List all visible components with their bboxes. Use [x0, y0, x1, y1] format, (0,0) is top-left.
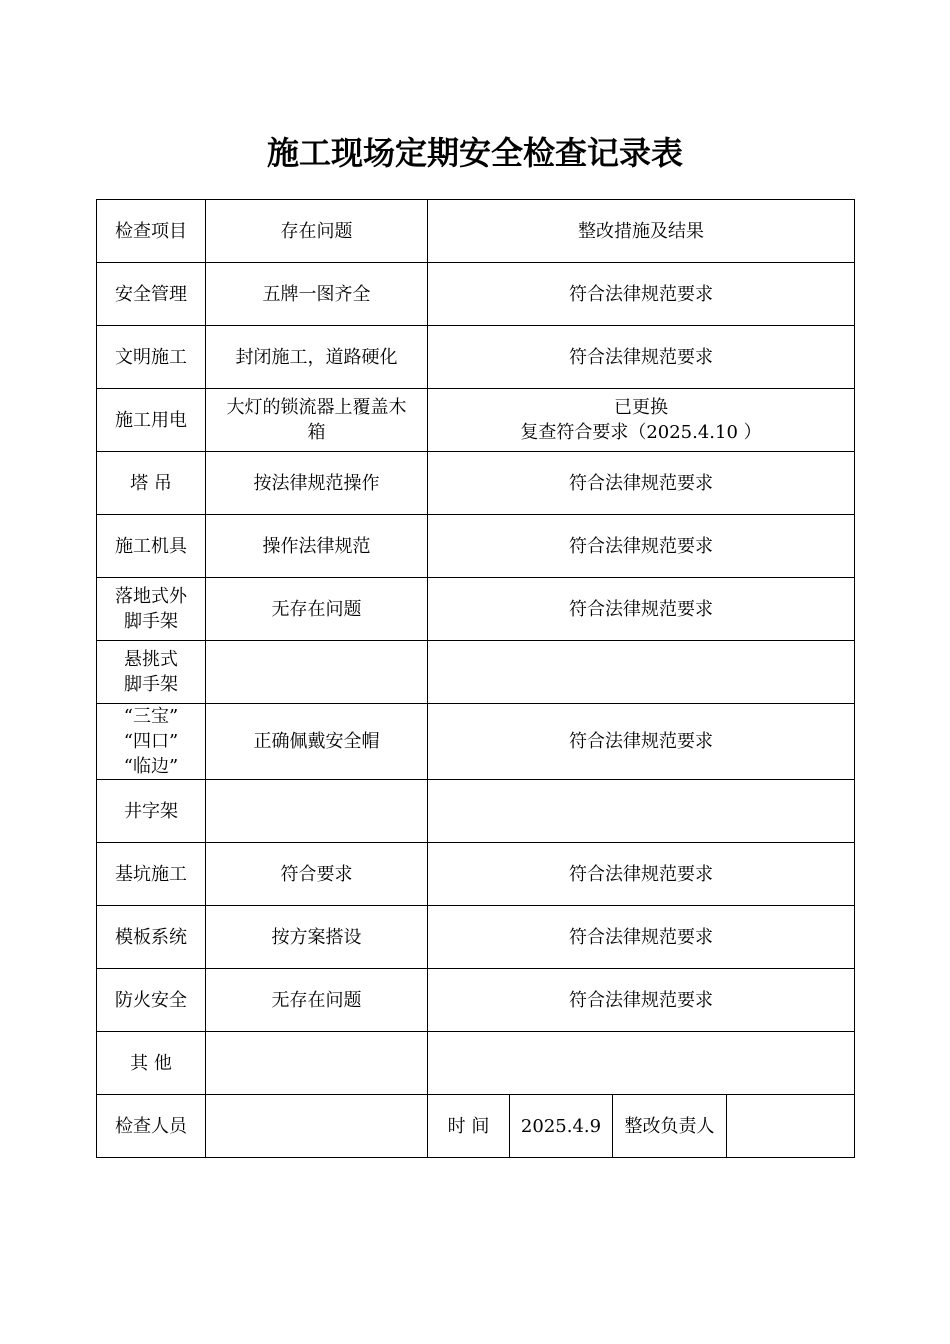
- item-cell-line: 落地式外: [115, 586, 187, 607]
- result-cell-line: 复查符合要求（2025.4.10 ）: [520, 422, 762, 443]
- result-cell[interactable]: [428, 704, 855, 780]
- item-cell-line: 防火安全: [115, 989, 187, 1011]
- inspector-value[interactable]: [206, 1095, 428, 1158]
- problem-cell[interactable]: [206, 389, 428, 452]
- result-cell[interactable]: [428, 452, 855, 515]
- result-cell[interactable]: [428, 389, 855, 452]
- table-row: [97, 969, 855, 1032]
- table-row: [97, 906, 855, 969]
- problem-cell[interactable]: [206, 843, 428, 906]
- item-cell-line: 井字架: [124, 800, 178, 822]
- result-cell[interactable]: [428, 843, 855, 906]
- item-cell: [97, 1032, 206, 1095]
- inspector-label: 检查人员: [97, 1095, 206, 1158]
- problem-cell[interactable]: [206, 780, 428, 843]
- problem-cell-line: 正确佩戴安全帽: [253, 731, 380, 752]
- item-cell: [97, 969, 206, 1032]
- item-cell-line: “三宝”: [123, 706, 179, 727]
- result-cell[interactable]: [428, 906, 855, 969]
- table-row: [97, 389, 855, 452]
- result-cell[interactable]: [428, 1032, 855, 1095]
- item-cell: [97, 578, 206, 641]
- header-item: 检查项目: [97, 200, 206, 263]
- table-row: [97, 780, 855, 843]
- item-cell: [97, 389, 206, 452]
- time-label: 时 间: [428, 1095, 510, 1158]
- problem-cell-line: 按法律规范操作: [253, 472, 380, 494]
- item-cell-line: 脚手架: [124, 674, 178, 695]
- problem-cell-line: 封闭施工，道路硬化: [235, 346, 398, 368]
- item-cell-line: 其 他: [130, 1052, 172, 1074]
- item-cell-line: 施工用电: [115, 409, 187, 431]
- header-problem: 存在问题: [206, 200, 428, 263]
- problem-cell[interactable]: [206, 452, 428, 515]
- result-cell-line: 已更换: [614, 397, 668, 418]
- result-cell-line: 符合法律规范要求: [569, 598, 713, 620]
- item-cell-line: 悬挑式: [124, 649, 178, 670]
- item-cell: [97, 263, 206, 326]
- result-cell[interactable]: [428, 263, 855, 326]
- item-cell-line: 模板系统: [115, 926, 187, 948]
- item-cell: [97, 641, 206, 704]
- item-cell: [97, 452, 206, 515]
- result-cell[interactable]: [428, 578, 855, 641]
- table-row: [97, 326, 855, 389]
- problem-cell-line: 按方案搭设: [271, 926, 362, 948]
- table-header-row: [97, 200, 855, 263]
- item-cell-line: 文明施工: [115, 346, 187, 368]
- result-cell[interactable]: [428, 515, 855, 578]
- problem-cell-line: 无存在问题: [271, 989, 362, 1011]
- item-cell-line: “四口”: [123, 731, 179, 752]
- problem-cell-line: 五牌一图齐全: [262, 283, 371, 305]
- result-cell-line: 符合法律规范要求: [569, 283, 713, 305]
- table-row: [97, 515, 855, 578]
- responsible-label: 整改负责人: [613, 1095, 727, 1158]
- item-cell-line: 安全管理: [115, 283, 187, 305]
- result-cell[interactable]: [428, 641, 855, 704]
- problem-cell[interactable]: [206, 641, 428, 704]
- item-cell: [97, 843, 206, 906]
- problem-cell-line: 符合要求: [280, 863, 353, 885]
- problem-cell[interactable]: [206, 1032, 428, 1095]
- result-cell[interactable]: [428, 326, 855, 389]
- result-cell-line: 符合法律规范要求: [569, 535, 713, 557]
- table-row: [97, 452, 855, 515]
- footer-row: [97, 1095, 855, 1158]
- result-cell-line: 符合法律规范要求: [569, 472, 713, 494]
- problem-cell-line: 无存在问题: [271, 598, 362, 620]
- item-cell-line: 施工机具: [115, 535, 187, 557]
- item-cell-line: 塔 吊: [130, 472, 172, 494]
- table-row: [97, 578, 855, 641]
- item-cell-line: 脚手架: [124, 611, 178, 632]
- item-cell: [97, 515, 206, 578]
- result-cell-line: 符合法律规范要求: [569, 989, 713, 1011]
- item-cell: [97, 326, 206, 389]
- problem-cell-line: 箱: [307, 422, 326, 443]
- table-row: [97, 1032, 855, 1095]
- page-title: 施工现场定期安全检查记录表: [266, 134, 683, 172]
- problem-cell[interactable]: [206, 704, 428, 780]
- result-cell-line: 符合法律规范要求: [569, 346, 713, 368]
- item-cell: [97, 780, 206, 843]
- time-value[interactable]: 2025.4.9: [510, 1095, 613, 1158]
- item-cell-line: “临边”: [123, 756, 179, 777]
- result-cell-line: 符合法律规范要求: [569, 731, 713, 752]
- problem-cell[interactable]: [206, 578, 428, 641]
- result-cell-line: 符合法律规范要求: [569, 926, 713, 948]
- problem-cell-line: 操作法律规范: [262, 535, 371, 557]
- item-cell: [97, 906, 206, 969]
- problem-cell[interactable]: [206, 969, 428, 1032]
- result-cell-line: 符合法律规范要求: [569, 863, 713, 885]
- table-row: [97, 641, 855, 704]
- problem-cell-line: 大灯的锁流器上覆盖木: [226, 397, 407, 418]
- problem-cell[interactable]: [206, 263, 428, 326]
- item-cell-line: 基坑施工: [115, 863, 187, 885]
- table-row: [97, 843, 855, 906]
- table-row: [97, 704, 855, 780]
- result-cell[interactable]: [428, 969, 855, 1032]
- problem-cell[interactable]: [206, 515, 428, 578]
- problem-cell[interactable]: [206, 326, 428, 389]
- item-cell: [97, 704, 206, 780]
- inspection-table: [96, 199, 855, 1158]
- result-cell[interactable]: [428, 780, 855, 843]
- table-row: [97, 263, 855, 326]
- problem-cell[interactable]: [206, 906, 428, 969]
- header-result: 整改措施及结果: [428, 200, 855, 263]
- responsible-value[interactable]: [727, 1095, 855, 1158]
